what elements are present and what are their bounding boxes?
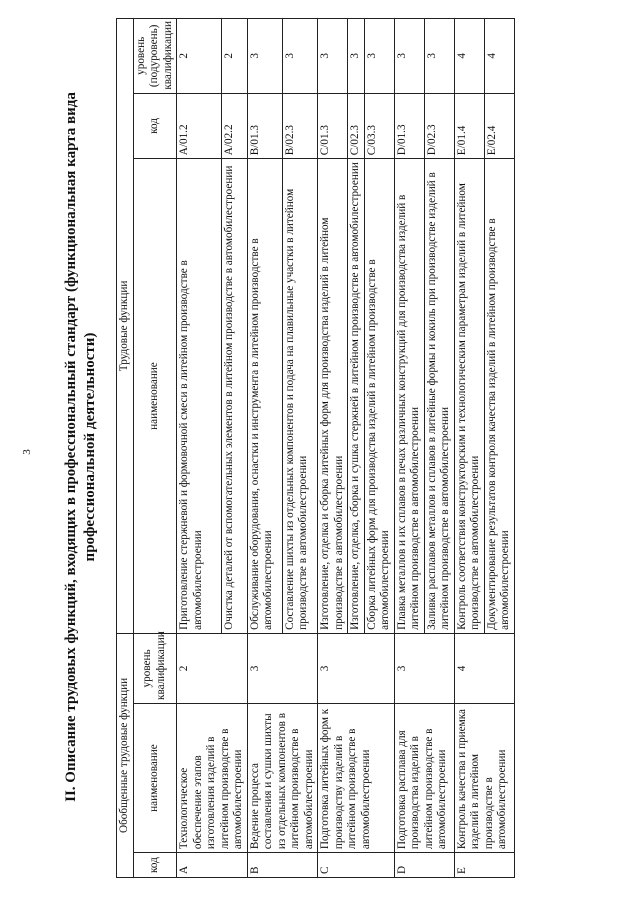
- function-code: A/02.2: [222, 93, 247, 159]
- function-level: 2: [222, 19, 247, 94]
- page-number: 3: [20, 449, 33, 455]
- header-function-name: наименование: [133, 159, 177, 634]
- function-name: Изготовление, отделка и сборка литейных форм для производства изделий в литейном производстве в автомобилестроении: [318, 159, 348, 634]
- header-function-level: уровень (подуровень) квалификации: [133, 19, 177, 94]
- function-level: 3: [394, 19, 424, 94]
- function-code: A/01.2: [177, 93, 222, 159]
- group-level: 2: [177, 633, 248, 703]
- group-code: D: [394, 853, 454, 878]
- function-code: D/01.3: [394, 93, 424, 159]
- function-code: B/02.3: [282, 93, 317, 159]
- group-name: Контроль качества и приемка изделий в литейном производстве в автомобилестроении: [454, 703, 514, 852]
- group-level: 3: [247, 633, 318, 703]
- function-level: 3: [364, 19, 394, 94]
- header-labor-functions: Трудовые функции: [117, 19, 134, 634]
- group-level: 3: [318, 633, 395, 703]
- group-code: E: [454, 853, 514, 878]
- group-name: Ведение процесса составления и сушки шихты из отдельных компонентов в литейном производстве в автомобилестроении: [247, 703, 318, 852]
- function-code: B/01.3: [247, 93, 282, 159]
- function-code: E/02.4: [484, 93, 514, 159]
- function-name: Приготовление стержневой и формовочной смеси в литейном производстве в автомобилестроении: [177, 159, 222, 634]
- function-level: 4: [454, 19, 484, 94]
- table-row: [394, 19, 424, 878]
- function-level: 3: [318, 19, 348, 94]
- function-name: Сборка литейных форм для производства изделий в литейном производстве в автомобилестроении: [364, 159, 394, 634]
- function-level: 3: [247, 19, 282, 94]
- header-function-code: код: [133, 93, 177, 159]
- group-code: A: [177, 853, 248, 878]
- group-name: Технологическое обеспечение этапов изготовления изделий в литейном производстве в автомобилестроении: [177, 703, 248, 852]
- group-level: 3: [394, 633, 454, 703]
- group-name: Подготовка литейных форм к производству изделий в литейном производстве в автомобилестроении: [318, 703, 395, 852]
- function-code: E/01.4: [454, 93, 484, 159]
- table-row: [177, 19, 222, 878]
- header-level: уровень квалификации: [133, 633, 177, 703]
- table-body: [177, 19, 515, 878]
- group-code: C: [318, 853, 395, 878]
- table-row: [318, 19, 348, 878]
- function-map-table-container: [116, 18, 616, 878]
- function-level: 3: [348, 19, 365, 94]
- function-name: Плавка металлов и их сплавов в печах различных конструкций для производства изделий в литейном производстве в автомобилестроении: [394, 159, 424, 634]
- table-row: [247, 19, 282, 878]
- function-name: Заливка расплавов металлов и сплавов в литейные формы и кокиль при производстве изделий в литейном производстве в автомобилестроении: [424, 159, 454, 634]
- function-name: Документирование результатов контроля качества изделий в литейном производстве в автомобилестроении: [484, 159, 514, 634]
- group-name: Подготовка расплава для производства изделий в литейном производстве в автомобилестроении: [394, 703, 454, 852]
- function-code: C/02.3: [348, 93, 365, 159]
- function-name: Составление шихты из отдельных компонентов и подача на плавильные участки в литейном производстве в автомобилестроении: [282, 159, 317, 634]
- group-code: B: [247, 853, 318, 878]
- function-name: Обслуживание оборудования, оснастки и инструмента в литейном производстве в автомобилестроении: [247, 159, 282, 634]
- function-code: D/02.3: [424, 93, 454, 159]
- function-name: Изготовление, отделка, сборка и сушка стержней в литейном производстве в автомобилестроении: [348, 159, 365, 634]
- header-generalized-functions: Обобщенные трудовые функции: [117, 633, 134, 877]
- function-level: 3: [424, 19, 454, 94]
- function-map-table: [116, 18, 515, 878]
- function-name: Контроль соответствия конструкторским и технологическим параметрам изделий в литейном производстве в автомобилестроении: [454, 159, 484, 634]
- function-level: 2: [177, 19, 222, 94]
- function-code: C/03.3: [364, 93, 394, 159]
- group-level: 4: [454, 633, 514, 703]
- section-heading: II. Описание трудовых функций, входящих в профессиональный стандарт (функциональная карта вида профессиональной деятельности): [63, 92, 98, 802]
- header-code: код: [133, 853, 177, 878]
- function-level: 3: [282, 19, 317, 94]
- function-code: C/01.3: [318, 93, 348, 159]
- function-name: Очистка деталей от вспомогательных элементов в литейном производстве в автомобилестроении: [222, 159, 247, 634]
- function-level: 4: [484, 19, 514, 94]
- header-name: наименование: [133, 703, 177, 852]
- table-row: [454, 19, 484, 878]
